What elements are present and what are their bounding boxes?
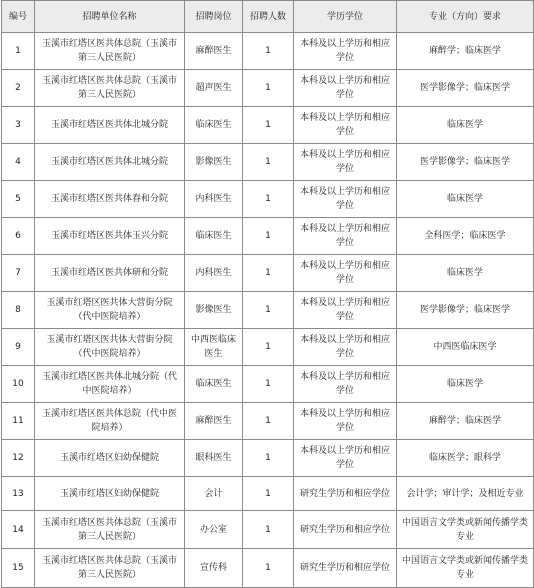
header-unit: 招聘单位名称 (35, 1, 185, 33)
cell-post: 麻醉医生 (185, 33, 243, 70)
cell-education: 研究生学历和相应学位 (294, 549, 397, 588)
cell-unit: 玉溪市红塔区医共体大营街分院（代中医院培养） (35, 292, 185, 329)
cell-post: 临床医生 (185, 107, 243, 144)
cell-post: 会计 (185, 477, 243, 511)
cell-count: 1 (243, 366, 294, 403)
cell-major: 麻醉学；临床医学 (397, 403, 534, 440)
cell-post: 宣传科 (185, 549, 243, 588)
cell-major: 中国语言文学类或新闻传播学类专业 (397, 511, 534, 549)
cell-no: 1 (2, 33, 35, 70)
header-education: 学历学位 (294, 1, 397, 33)
cell-post: 临床医生 (185, 366, 243, 403)
cell-no: 5 (2, 181, 35, 218)
table-header-row (2, 1, 534, 33)
table-row (2, 33, 534, 70)
cell-education: 本科及以上学历和相应学位 (294, 218, 397, 255)
cell-count: 1 (243, 144, 294, 181)
cell-major: 中国语言文学类或新闻传播学类专业 (397, 549, 534, 588)
cell-no: 4 (2, 144, 35, 181)
cell-major: 医学影像学；临床医学 (397, 292, 534, 329)
cell-no: 8 (2, 292, 35, 329)
cell-count: 1 (243, 440, 294, 477)
cell-post: 中西医临床医生 (185, 329, 243, 366)
cell-unit: 玉溪市红塔区妇幼保健院 (35, 440, 185, 477)
cell-education: 本科及以上学历和相应学位 (294, 440, 397, 477)
table-row (2, 366, 534, 403)
cell-post: 眼科医生 (185, 440, 243, 477)
header-post: 招聘岗位 (185, 1, 243, 33)
table-row (2, 70, 534, 107)
cell-major: 中西医临床医学 (397, 329, 534, 366)
cell-major: 全科医学；临床医学 (397, 218, 534, 255)
cell-no: 12 (2, 440, 35, 477)
cell-count: 1 (243, 218, 294, 255)
cell-no: 10 (2, 366, 35, 403)
cell-no: 3 (2, 107, 35, 144)
cell-education: 研究生学历和相应学位 (294, 477, 397, 511)
cell-count: 1 (243, 33, 294, 70)
cell-no: 11 (2, 403, 35, 440)
header-no: 编号 (2, 1, 35, 33)
cell-major: 麻醉学；临床医学 (397, 33, 534, 70)
cell-unit: 玉溪市红塔区医共体春和分院 (35, 181, 185, 218)
table-row (2, 403, 534, 440)
cell-count: 1 (243, 107, 294, 144)
cell-major: 临床医学 (397, 255, 534, 292)
cell-no: 9 (2, 329, 35, 366)
table-row (2, 329, 534, 366)
table-row (2, 440, 534, 477)
cell-education: 本科及以上学历和相应学位 (294, 329, 397, 366)
table-row (2, 218, 534, 255)
table-row (2, 144, 534, 181)
table-row (2, 511, 534, 549)
cell-no: 6 (2, 218, 35, 255)
cell-unit: 玉溪市红塔区医共体总院（玉溪市第三人民医院） (35, 33, 185, 70)
cell-education: 本科及以上学历和相应学位 (294, 292, 397, 329)
cell-no: 14 (2, 511, 35, 549)
table-row (2, 477, 534, 511)
cell-major: 临床医学 (397, 181, 534, 218)
cell-unit: 玉溪市红塔区妇幼保健院 (35, 477, 185, 511)
cell-education: 本科及以上学历和相应学位 (294, 366, 397, 403)
cell-major: 医学影像学；临床医学 (397, 144, 534, 181)
cell-count: 1 (243, 329, 294, 366)
cell-no: 7 (2, 255, 35, 292)
cell-major: 会计学；审计学；及相近专业 (397, 477, 534, 511)
cell-count: 1 (243, 477, 294, 511)
cell-education: 本科及以上学历和相应学位 (294, 144, 397, 181)
cell-major: 临床医学 (397, 366, 534, 403)
cell-unit: 玉溪市红塔区医共体北城分院 (35, 144, 185, 181)
cell-no: 15 (2, 549, 35, 588)
cell-no: 2 (2, 70, 35, 107)
cell-unit: 玉溪市红塔区医共体北城分院（代中医院培养） (35, 366, 185, 403)
cell-major: 临床医学；眼科学 (397, 440, 534, 477)
cell-unit: 玉溪市红塔区医共体总院（玉溪市第三人民医院） (35, 511, 185, 549)
table-row (2, 107, 534, 144)
cell-education: 本科及以上学历和相应学位 (294, 255, 397, 292)
cell-unit: 玉溪市红塔区医共体玉兴分院 (35, 218, 185, 255)
cell-education: 本科及以上学历和相应学位 (294, 33, 397, 70)
cell-education: 本科及以上学历和相应学位 (294, 70, 397, 107)
header-count: 招聘人数 (243, 1, 294, 33)
cell-post: 影像医生 (185, 144, 243, 181)
cell-no: 13 (2, 477, 35, 511)
cell-unit: 玉溪市红塔区医共体总院（代中医院培养） (35, 403, 185, 440)
table-row (2, 181, 534, 218)
cell-count: 1 (243, 70, 294, 107)
table-row (2, 292, 534, 329)
cell-post: 临床医生 (185, 218, 243, 255)
cell-post: 内科医生 (185, 255, 243, 292)
cell-unit: 玉溪市红塔区医共体研和分院 (35, 255, 185, 292)
cell-education: 本科及以上学历和相应学位 (294, 181, 397, 218)
cell-education: 本科及以上学历和相应学位 (294, 403, 397, 440)
cell-education: 研究生学历和相应学位 (294, 511, 397, 549)
cell-post: 内科医生 (185, 181, 243, 218)
cell-education: 本科及以上学历和相应学位 (294, 107, 397, 144)
cell-post: 办公室 (185, 511, 243, 549)
cell-count: 1 (243, 403, 294, 440)
cell-post: 影像医生 (185, 292, 243, 329)
cell-major: 医学影像学；临床医学 (397, 70, 534, 107)
cell-major: 临床医学 (397, 107, 534, 144)
cell-count: 1 (243, 549, 294, 588)
recruitment-table (1, 0, 534, 588)
header-major: 专业（方向）要求 (397, 1, 534, 33)
cell-count: 1 (243, 181, 294, 218)
cell-count: 1 (243, 511, 294, 549)
cell-unit: 玉溪市红塔区医共体大营街分院（代中医院培养） (35, 329, 185, 366)
cell-post: 超声医生 (185, 70, 243, 107)
cell-count: 1 (243, 255, 294, 292)
cell-count: 1 (243, 292, 294, 329)
cell-unit: 玉溪市红塔区医共体总院（玉溪市第三人民医院） (35, 70, 185, 107)
cell-post: 麻醉医生 (185, 403, 243, 440)
table-row (2, 255, 534, 292)
cell-unit: 玉溪市红塔区医共体北城分院 (35, 107, 185, 144)
cell-unit: 玉溪市红塔区医共体总院（玉溪市第三人民医院） (35, 549, 185, 588)
table-row (2, 549, 534, 588)
